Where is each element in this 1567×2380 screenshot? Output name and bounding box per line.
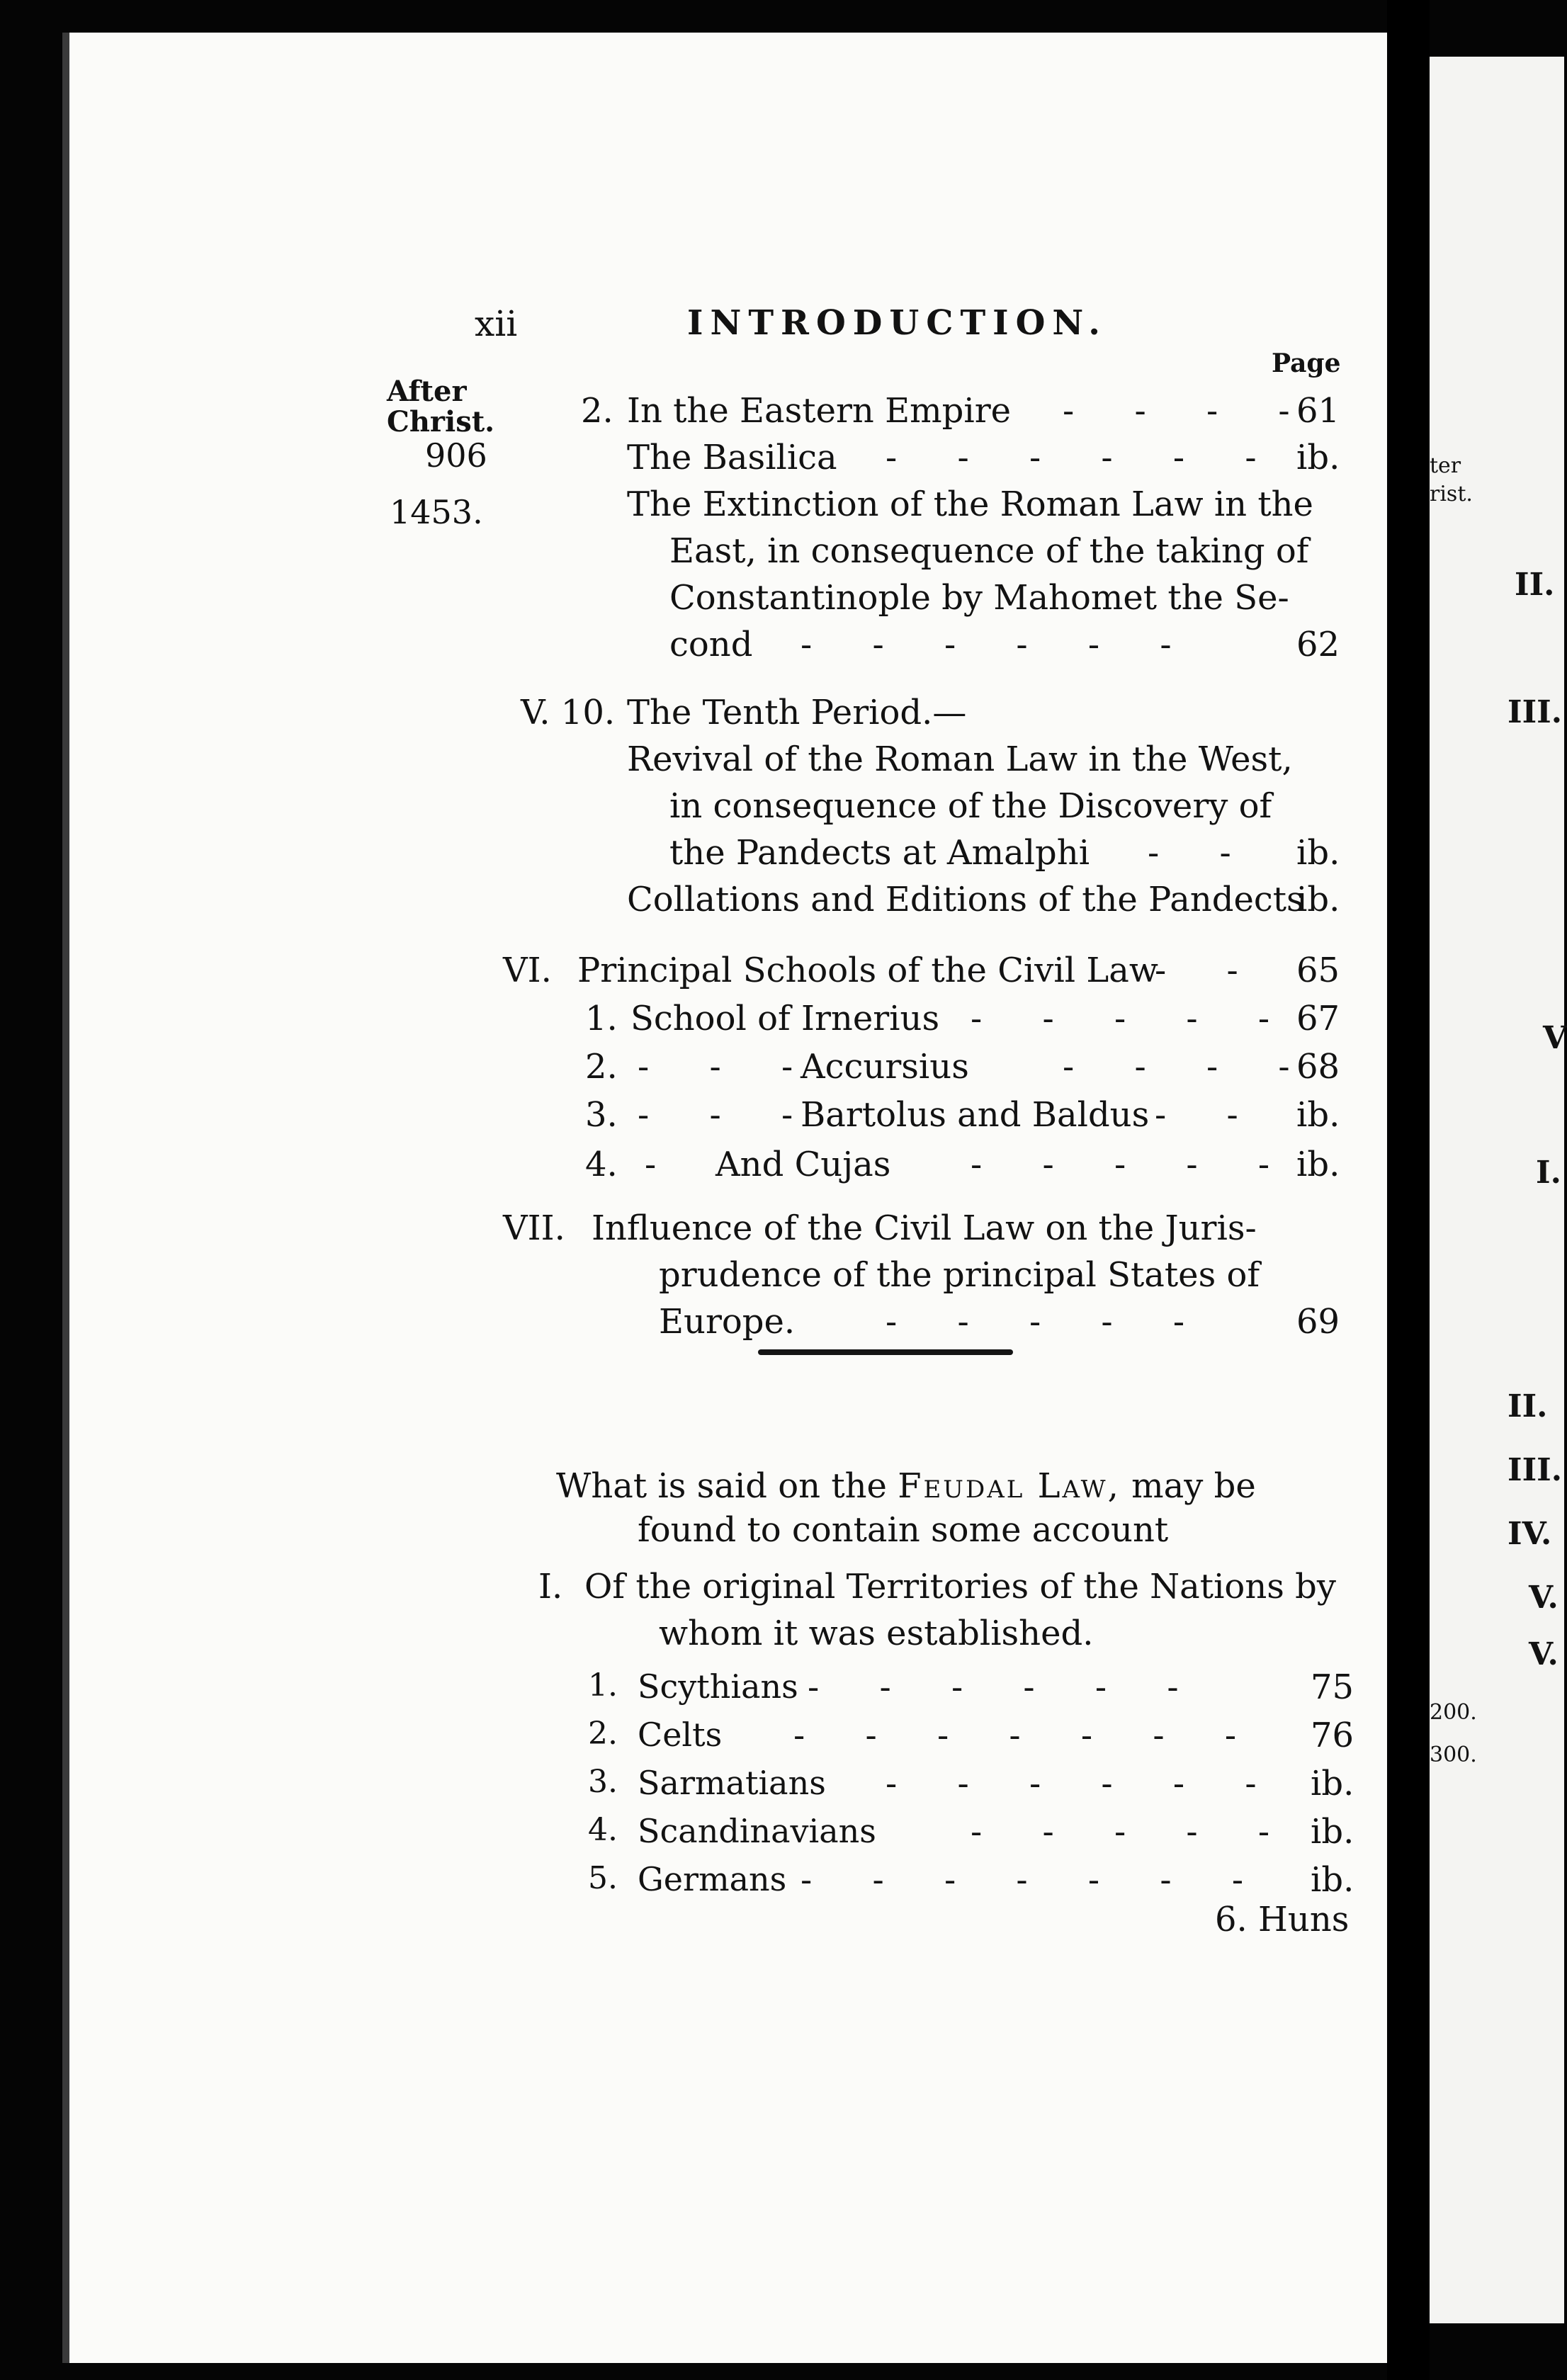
binding-gutter [1387, 0, 1430, 2380]
entry-text-line: the Pandects at Amalphi [669, 833, 1090, 873]
entry-number: 3. [585, 1095, 618, 1135]
entry-text-line: Influence of the Civil Law on the Juris- [592, 1208, 1257, 1248]
nation-name: Sarmatians [638, 1764, 826, 1802]
entry-number: 4. [585, 1145, 618, 1184]
facing-fragment: 200. [1430, 1700, 1477, 1725]
nation-page: ib. [1311, 1764, 1354, 1803]
facing-fragment: IV. [1507, 1516, 1552, 1552]
facing-fragment: II. [1515, 567, 1555, 603]
nation-name: Scandinavians [638, 1812, 876, 1850]
facing-page-fragment [1430, 57, 1567, 2323]
entry-text-line: prudence of the principal States of [659, 1255, 1260, 1295]
nation-number: 5. [588, 1860, 618, 1896]
side-label-line: After [387, 375, 467, 408]
nation-page: 76 [1311, 1716, 1354, 1755]
entry-text-line: Revival of the Roman Law in the West, [627, 740, 1293, 779]
entry-page: 69 [1296, 1302, 1340, 1342]
leader-dots: - - - - - - - [801, 1860, 1244, 1900]
leader-dots: - - - - - [971, 1812, 1270, 1852]
entry-text-line: cond [669, 625, 753, 664]
nation-name: Celts [638, 1716, 723, 1754]
entry-text: The Tenth Period.— [627, 693, 967, 732]
leader-dots: - - - - - - [801, 625, 1172, 664]
entry-page: 67 [1296, 999, 1340, 1038]
entry-page: 62 [1296, 625, 1340, 664]
entry-text-line: The Extinction of the Roman Law in the [627, 484, 1313, 524]
facing-fragment: V. [1529, 1580, 1558, 1616]
running-head: INTRODUCTION. [687, 303, 1107, 343]
nation-page: 75 [1311, 1667, 1354, 1707]
facing-fragment: V. [1529, 1636, 1558, 1672]
leader-dots: - - - - - - - [793, 1716, 1237, 1755]
entry-text: And Cujas [715, 1145, 891, 1184]
section-rule [758, 1349, 1013, 1355]
leader-dots: - - [1155, 951, 1238, 990]
entry-text-line: in consequence of the Discovery of [669, 786, 1272, 826]
leader-dots: - - - - - - [808, 1667, 1179, 1707]
entry-text: In the Eastern Empire [627, 391, 1012, 431]
leader-dots: - - - [638, 1095, 793, 1135]
facing-fragment: ter [1430, 453, 1461, 478]
leader-dots: - - - - [1063, 391, 1290, 431]
facing-fragment: I. [1536, 1155, 1561, 1191]
entry-text-line: Constantinople by Mahomet the Se- [669, 578, 1289, 618]
entry-text: Bartolus and Baldus [801, 1095, 1150, 1135]
feudal-section-text: whom it was established. [659, 1614, 1094, 1653]
feudal-intro-line [556, 1466, 1256, 1506]
leader-dots: - - - - - [886, 1302, 1185, 1342]
book-page [62, 33, 1394, 2363]
feudal-law-heading: Feudal Law, [898, 1466, 1121, 1506]
entry-page: 65 [1296, 951, 1340, 990]
entry-page: 61 [1296, 391, 1340, 431]
entry-text: Collations and Editions of the Pandects [627, 880, 1304, 919]
entry-page: ib. [1296, 833, 1340, 873]
entry-number: V. 10. [521, 693, 616, 732]
facing-fragment: II. [1507, 1388, 1548, 1424]
leader-dots: - - - - - [971, 999, 1270, 1038]
leader-dots: - - [1155, 1095, 1238, 1135]
entry-number: 1. [585, 999, 618, 1038]
side-label-line: Christ. [387, 405, 495, 438]
entry-text: Principal Schools of the Civil Law [577, 951, 1158, 990]
feudal-intro-c: may be [1131, 1466, 1256, 1506]
entry-page: ib. [1296, 1095, 1340, 1135]
entry-number: 2. [581, 391, 613, 431]
nation-page: ib. [1311, 1812, 1354, 1852]
entry-number: VI. [503, 951, 552, 990]
entry-year: 1453. [390, 493, 483, 531]
facing-fragment: III. [1507, 1452, 1563, 1488]
entry-year: 906 [425, 436, 487, 475]
leader-dots: - [645, 1145, 657, 1184]
facing-fragment: III. [1507, 694, 1563, 730]
entry-page: ib. [1296, 1145, 1340, 1184]
entry-page: ib. [1296, 438, 1340, 477]
feudal-intro-line2: found to contain some account [638, 1510, 1169, 1550]
feudal-intro-a: What is said on the [556, 1466, 887, 1506]
entry-text: School of Irnerius [630, 999, 940, 1038]
facing-fragment: V [1543, 1020, 1567, 1056]
nation-number: 1. [588, 1667, 618, 1704]
page-column-label: Page [1272, 348, 1341, 378]
page-number: xii [475, 303, 518, 344]
leader-dots: - - - - - - [886, 438, 1257, 477]
catchword: 6. Huns [1215, 1900, 1350, 1939]
leader-dots: - - - - - [971, 1145, 1270, 1184]
entry-text-line: East, in consequence of the taking of [669, 531, 1309, 571]
entry-page: 68 [1296, 1047, 1340, 1087]
feudal-section-text: Of the original Territories of the Nations by [584, 1567, 1336, 1606]
feudal-section-number: I. [538, 1567, 563, 1606]
entry-text: Accursius [801, 1047, 969, 1087]
leader-dots: - - - - - - [886, 1764, 1257, 1803]
leader-dots: - - - [638, 1047, 793, 1087]
nation-page: ib. [1311, 1860, 1354, 1900]
nation-number: 4. [588, 1812, 618, 1848]
entry-number: VII. [503, 1208, 565, 1248]
entry-number: 2. [585, 1047, 618, 1087]
nation-number: 3. [588, 1764, 618, 1800]
facing-fragment: 300. [1430, 1742, 1477, 1767]
entry-text: The Basilica [627, 438, 837, 477]
entry-page: ib. [1296, 880, 1340, 919]
facing-fragment: rist. [1430, 482, 1473, 506]
leader-dots: - - [1148, 833, 1231, 873]
nation-name: Scythians [638, 1667, 798, 1706]
entry-text-line: Europe. [659, 1302, 796, 1342]
leader-dots: - - - - [1063, 1047, 1290, 1087]
nation-number: 2. [588, 1716, 618, 1752]
nation-name: Germans [638, 1860, 787, 1898]
